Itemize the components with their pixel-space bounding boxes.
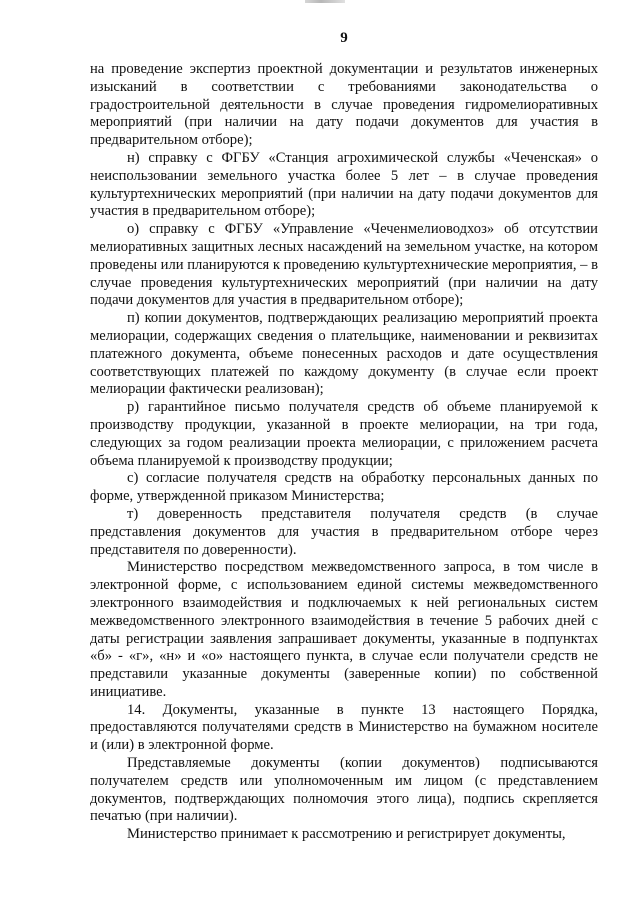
paragraph: на проведение экспертиз проектной документации и результатов инженерных изысканий в соответствии с требованиями законодательства о градостроительной деятельности в случае проведения гидромелиоративных мероприятий (при наличии на дату подачи документов для участия в предварительном отборе); <box>90 61 598 149</box>
paragraph: Министерство посредством межведомственного запроса, в том числе в электронной форме, с использованием единой системы межведомственного электронного взаимодействия и подключаемых к ней региональных систем межведомственного электронного взаимодействия в течение 5 рабочих дней с даты регистрации заявления запрашивает документы, указанные в подпунктах «б» - «г», «н» и «о» настоящего пункта, в случае если получатели средств не представили указанные документы (заверенные копии) по собственной инициативе. <box>90 559 598 700</box>
paragraph: о) справку с ФГБУ «Управление «Чеченмелиоводхоз» об отсутствии мелиоративных защитных лесных насаждений на земельном участке, на котором проведены или планируются к проведению культуртехнические мероприятия, – в случае проведения культуртехнических мероприятий (при наличии на дату подачи документов для участия в предварительном отборе); <box>90 221 598 309</box>
paragraph: Министерство принимает к рассмотрению и регистрирует документы, <box>127 826 566 843</box>
document-body <box>90 61 598 844</box>
paragraph: р) гарантийное письмо получателя средств об объеме планируемой к производству продукции, указанной в проекте мелиорации, на три года, следующих за годом реализации проекта мелиорации, с приложением расчета объема планируемой к производству продукции; <box>90 399 598 469</box>
paragraph: т) доверенность представителя получателя средств (в случае представления документов для участия в предварительном отборе через представителя по доверенности). <box>90 505 598 558</box>
paragraph: п) копии документов, подтверждающих реализацию мероприятий проекта мелиорации, содержащих сведения о плательщике, наименовании и реквизитах платежного документа, объеме понесенных расходов и дате осуществления соответствующих платежей по каждому документу (в случае если проект мелиорации фактически реализован); <box>90 310 598 398</box>
paragraph: 14. Документы, указанные в пункте 13 настоящего Порядка, предоставляются получателями средств в Министерство на бумажном носителе и (или) в электронной форме. <box>90 701 598 754</box>
paragraph: Представляемые документы (копии документов) подписываются получателем средств или уполномоченным им лицом (с представлением документов, подтверждающих полномочия этого лица), подпись скрепляется печатью (при наличии). <box>90 755 598 825</box>
scan-artifact <box>305 0 345 3</box>
paragraph: с) согласие получателя средств на обработку персональных данных по форме, утвержденной приказом Министерства; <box>90 470 598 505</box>
paragraph: н) справку с ФГБУ «Станция агрохимической службы «Чеченская» о неиспользовании земельного участка более 5 лет – в случае проведения культуртехнических мероприятий (при наличии на дату подачи документов для участия в предварительном отборе); <box>90 149 598 220</box>
page-number: 9 <box>340 30 348 46</box>
